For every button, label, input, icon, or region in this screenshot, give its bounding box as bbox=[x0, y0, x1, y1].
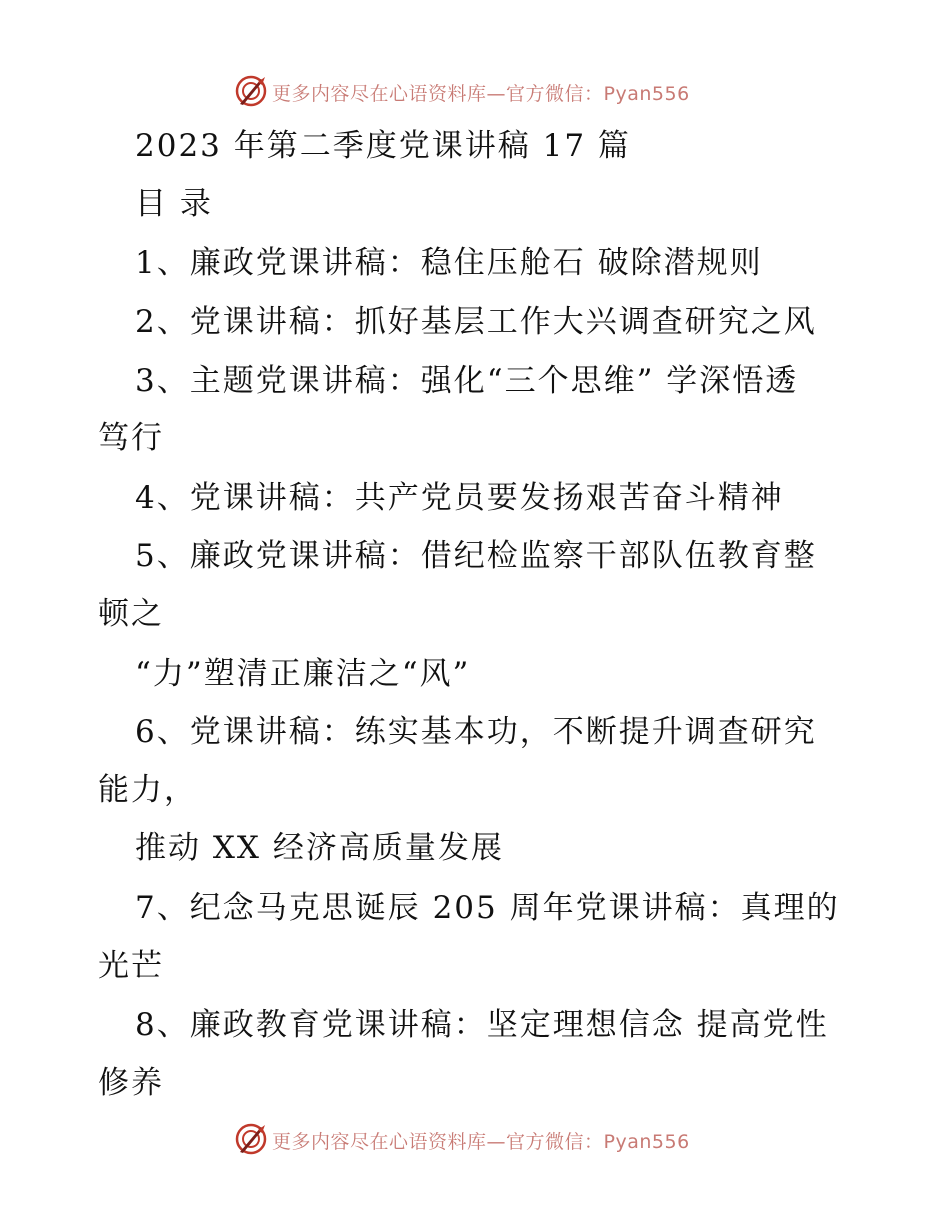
toc-item-6-continued-2: 推动 XX 经济高质量发展 bbox=[135, 830, 504, 866]
toc-item-7-continued: 光芒 bbox=[98, 948, 164, 984]
toc-heading: 目 录 bbox=[135, 186, 213, 222]
watermark-banner-bottom bbox=[0, 1120, 950, 1160]
watermark-text: 更多内容尽在心语资料库—官方微信：Pyan556 bbox=[272, 1131, 690, 1153]
toc-item-8: 8、廉政教育党课讲稿：坚定理想信念 提高党性 bbox=[135, 1007, 829, 1043]
toc-item-2: 2、党课讲稿：抓好基层工作大兴调查研究之风 bbox=[135, 304, 817, 340]
toc-item-5-continued-2: “力”塑清正廉洁之“风” bbox=[135, 656, 471, 692]
toc-item-8-continued: 修养 bbox=[98, 1065, 164, 1101]
toc-item-7: 7、纪念马克思诞辰 205 周年党课讲稿：真理的 bbox=[135, 890, 840, 926]
quill-logo-icon bbox=[234, 74, 268, 108]
toc-item-4: 4、党课讲稿：共产党员要发扬艰苦奋斗精神 bbox=[135, 480, 784, 516]
toc-item-1: 1、廉政党课讲稿：稳住压舱石 破除潜规则 bbox=[135, 245, 763, 281]
toc-item-6-continued: 能力， bbox=[98, 772, 197, 808]
quill-logo-icon bbox=[234, 1122, 268, 1156]
toc-item-6: 6、党课讲稿：练实基本功，不断提升调查研究 bbox=[135, 714, 817, 750]
watermark-text: 更多内容尽在心语资料库—官方微信：Pyan556 bbox=[272, 83, 690, 105]
watermark-banner-top bbox=[0, 72, 950, 112]
document-title: 2023 年第二季度党课讲稿 17 篇 bbox=[135, 128, 631, 164]
toc-item-5-continued: 顿之 bbox=[98, 596, 164, 632]
toc-item-5: 5、廉政党课讲稿：借纪检监察干部队伍教育整 bbox=[135, 538, 817, 574]
toc-item-3-continued: 笃行 bbox=[98, 420, 164, 456]
toc-item-3: 3、主题党课讲稿：强化“三个思维” 学深悟透 bbox=[135, 363, 799, 399]
